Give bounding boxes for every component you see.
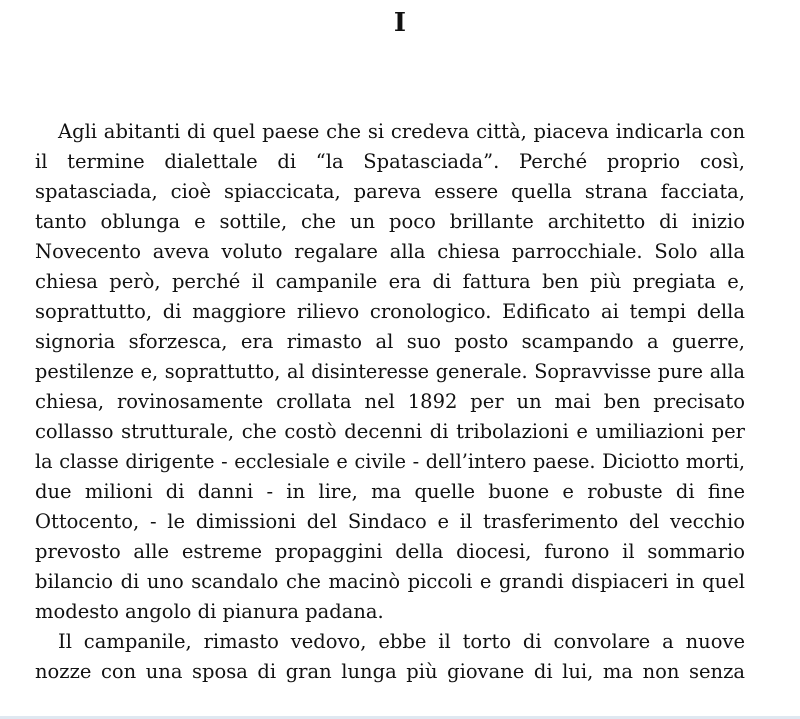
text-line: la classe dirigente - ecclesiale e civile - dell’intero paese. Diciotto morti, xyxy=(35,450,745,473)
text-line: il termine dialettale di “la Spatasciada”. Perché proprio così, xyxy=(35,150,745,173)
text-line: Novecento aveva voluto regalare alla chiesa parrocchiale. Solo alla xyxy=(35,240,745,263)
text-line: Agli abitanti di quel paese che si credeva città, piaceva indicarla con xyxy=(58,120,745,143)
text-line: modesto angolo di pianura padana. xyxy=(35,600,384,623)
text-line: pestilenze e, soprattutto, al disinteresse generale. Sopravvisse pure alla xyxy=(35,360,745,383)
text-line: tanto oblunga e sottile, che un poco brillante architetto di inizio xyxy=(35,210,745,233)
text-line: due milioni di danni - in lire, ma quelle buone e robuste di fine xyxy=(35,480,745,503)
text-line: prevosto alle estreme propaggini della diocesi, furono il sommario xyxy=(35,540,745,563)
text-line: signoria sforzesca, era rimasto al suo posto scampando a guerre, xyxy=(35,330,745,353)
text-line: Ottocento, - le dimissioni del Sindaco e il trasferimento del vecchio xyxy=(35,510,745,533)
paragraph-1 xyxy=(35,117,745,627)
text-line: spatasciada, cioè spiaccicata, pareva essere quella strana facciata, xyxy=(35,180,745,203)
text-line: collasso strutturale, che costò decenni di tribolazioni e umiliazioni per xyxy=(35,420,745,443)
chapter-title: I xyxy=(393,8,407,38)
text-line: nozze con una sposa di gran lunga più giovane di lui, ma non senza xyxy=(35,660,745,683)
text-line: soprattutto, di maggiore rilievo cronologico. Edificato ai tempi della xyxy=(35,300,745,323)
text-line: chiesa, rovinosamente crollata nel 1892 per un mai ben precisato xyxy=(35,390,745,413)
body-text xyxy=(35,117,745,687)
text-line: bilancio di uno scandalo che macinò piccoli e grandi dispiaceri in quel xyxy=(35,570,745,593)
paragraph-2 xyxy=(35,627,745,687)
text-line: Il campanile, rimasto vedovo, ebbe il torto di convolare a nuove xyxy=(58,630,745,653)
text-line: chiesa però, perché il campanile era di fattura ben più pregiata e, xyxy=(35,270,745,293)
